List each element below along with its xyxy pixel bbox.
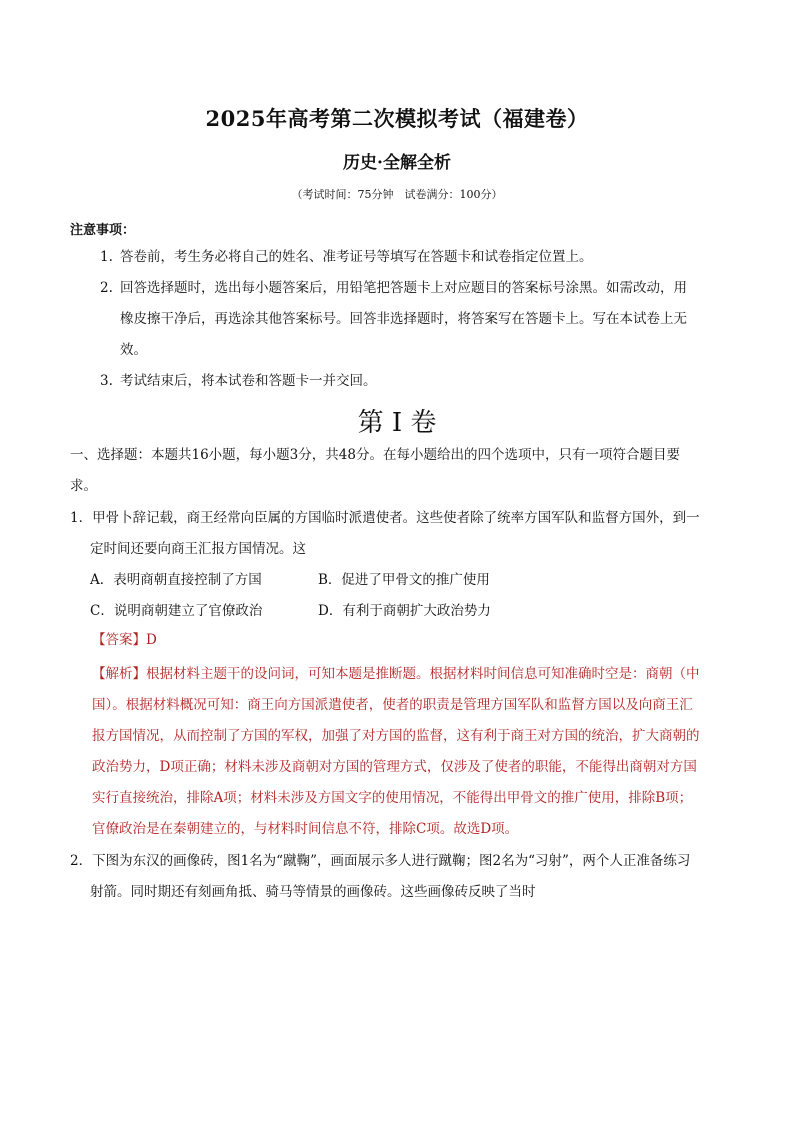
instructions-line: 一、选择题：本题共16小题，每小题3分，共48分。在每小题给出的四个选项中，只有一项符合题目要 — [70, 447, 680, 463]
analysis-line: 政治势力，D项正确；材料未涉及商朝对方国的管理方式，仅涉及了使者的职能，不能得出商朝对方国 — [92, 759, 697, 775]
option-b: B．促进了甲骨文的推广使用 — [318, 572, 490, 588]
notice-item-number: 3. — [100, 373, 113, 389]
analysis-line: 官僚政治是在秦朝建立的，与材料时间信息不符，排除C项。故选D项。 — [92, 821, 519, 837]
notice-item-3 — [100, 366, 720, 397]
analysis-line: 国）。根据材料概况可知：商王向方国派遣使者，使者的职责是管理方国军队和监督方国以及向商王汇 — [92, 697, 693, 713]
question-1-stem — [70, 503, 724, 565]
exam-meta: （考试时间：75分钟 试卷满分：100分） — [291, 188, 503, 201]
analysis-line: 【解析】根据材料主题干的设问词，可知本题是推断题。根据材料时间信息可知准确时空是：商朝（中 — [92, 666, 700, 682]
exam-title: 2025年高考第二次模拟考试（福建卷） — [205, 106, 589, 131]
notice-item-text: 橡皮擦干净后，再选涂其他答案标号。回答非选择题时，将答案写在答题卡上。写在本试卷上无 — [120, 311, 687, 327]
question-line: 定时间还要向商王汇报方国情况。这 — [90, 541, 306, 557]
instructions — [70, 440, 724, 502]
notice-item-1 — [100, 242, 720, 273]
notice-item-text: 考试结束后，将本试卷和答题卡一并交回。 — [120, 373, 377, 389]
instructions-line: 求。 — [70, 478, 97, 494]
question-line: 1．甲骨卜辞记载，商王经常向臣属的方国临时派遣使者。这些使者除了统率方国军队和监督方国外，到一 — [70, 510, 700, 526]
notice-item-text: 答卷前，考生务必将自己的姓名、准考证号等填写在答题卡和试卷指定位置上。 — [120, 249, 593, 265]
question-line: 2．下图为东汉的画像砖，图1名为“蹴鞠”，画面展示多人进行蹴鞠；图2名为“习射”，两个人正准备练习 — [70, 853, 691, 869]
notice-item-text: 回答选择题时，选出每小题答案后，用铅笔把答题卡上对应题目的答案标号涂黑。如需改动，用 — [120, 280, 687, 296]
answer-label: 【答案】D — [92, 632, 157, 648]
section-heading: 第 I 卷 — [357, 408, 437, 438]
exam-subtitle: 历史·全解全析 — [343, 153, 451, 173]
notice-item-number: 2. — [100, 280, 113, 296]
analysis — [92, 659, 724, 845]
notice-item-number: 1. — [100, 249, 113, 265]
option-a: A．表明商朝直接控制了方国 — [90, 572, 262, 588]
option-c: C．说明商朝建立了官僚政治 — [90, 603, 263, 619]
question-line: 射箭。同时期还有刻画角抵、骑马等情景的画像砖。这些画像砖反映了当时 — [90, 884, 536, 900]
analysis-line: 实行直接统治，排除A项；材料未涉及方国文字的使用情况，不能得出甲骨文的推广使用，排除B项； — [92, 790, 693, 806]
notice-item-text: 效。 — [120, 342, 147, 358]
notice-title: 注意事项： — [70, 223, 136, 238]
question-2-stem — [70, 846, 724, 908]
notice-item-2 — [100, 273, 720, 366]
analysis-line: 报方国情况，从而控制了方国的军权，加强了对方国的监督，这有利于商王对方国的统治，扩大商朝的 — [92, 728, 700, 744]
option-d: D．有利于商朝扩大政治势力 — [318, 603, 491, 619]
